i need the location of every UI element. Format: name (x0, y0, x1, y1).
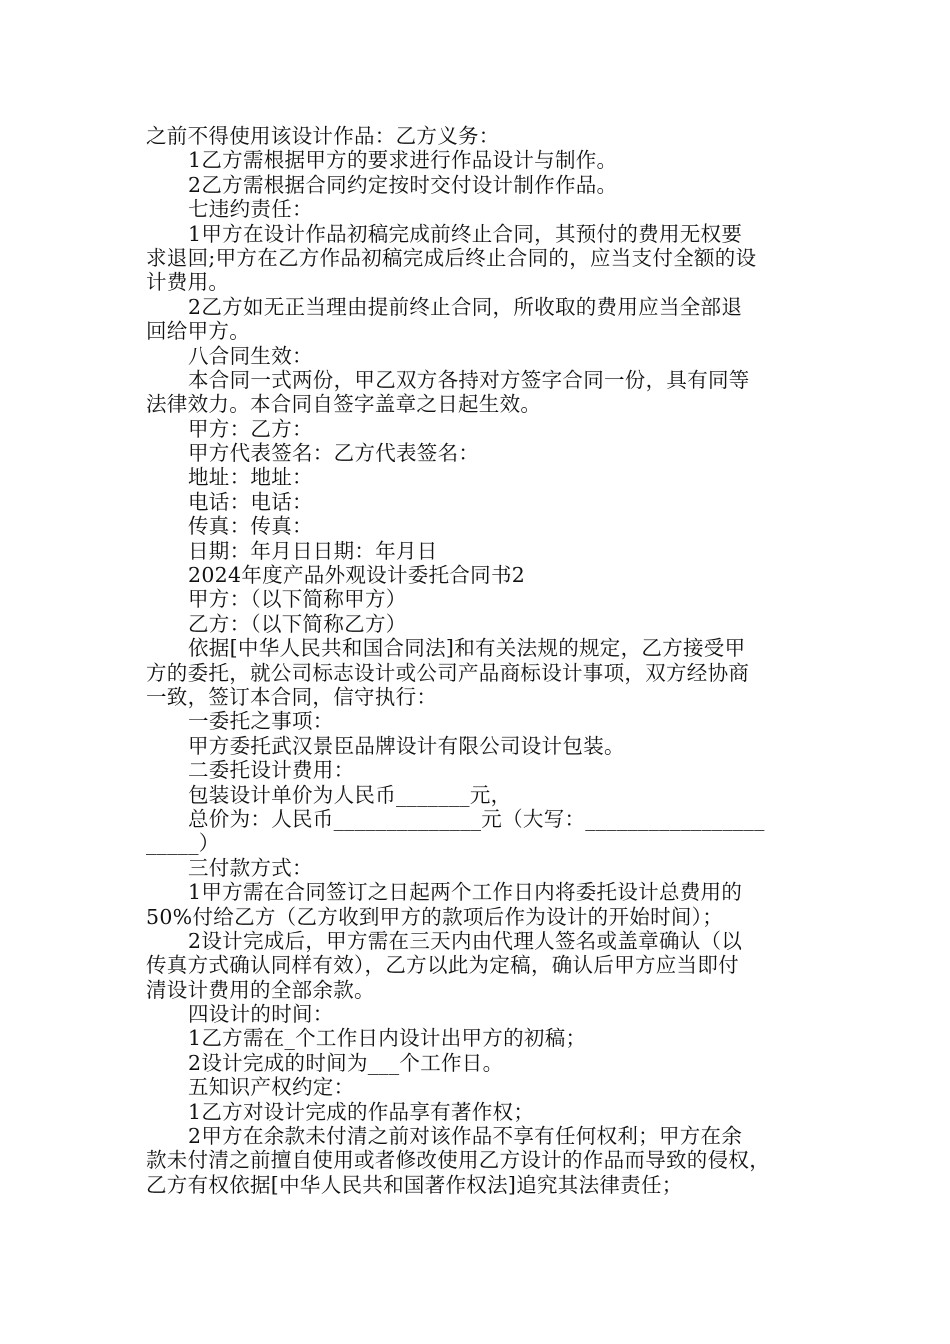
text-line: 甲方：乙方： (188, 416, 313, 441)
text-line: 乙方有权依据[中华人民共和国著作权法]追究其法律责任； (146, 1172, 683, 1197)
text-line: 清设计费用的全部余款。 (146, 977, 375, 1002)
text-line: 1甲方需在合同签订之日起两个工作日内将委托设计总费用的 (188, 880, 743, 905)
text-line: 1乙方需在_个工作日内设计出甲方的初稿； (188, 1026, 587, 1051)
text-line: 依据[中华人民共和国合同法]和有关法规的规定，乙方接受甲 (188, 636, 746, 661)
text-line: 2乙方如无正当理由提前终止合同，所收取的费用应当全部退 (188, 294, 743, 319)
text-line: 回给甲方。 (146, 319, 250, 344)
text-line: 1甲方在设计作品初稿完成前终止合同，其预付的费用无权要 (188, 221, 743, 246)
text-line: 日期：年月日日期：年月日 (188, 538, 438, 563)
text-line: 之前不得使用该设计作品：乙方义务： (146, 124, 500, 148)
text-line: 七违约责任： (188, 197, 313, 222)
text-line: 三付款方式： (188, 855, 313, 880)
text-line: 五知识产权约定： (188, 1075, 355, 1100)
text-line: 二委托设计费用： (188, 758, 355, 783)
text-line: 地址：地址： (188, 465, 313, 490)
text-line: 50%付给乙方（乙方收到甲方的款项后作为设计的开始时间）； (146, 904, 724, 929)
text-line: _____） (146, 831, 220, 856)
text-line: 一委托之事项： (188, 709, 334, 734)
text-line: 计费用。 (146, 270, 230, 295)
text-line: 法律效力。本合同自签字盖章之日起生效。 (146, 392, 542, 417)
text-line: 2设计完成后，甲方需在三天内由代理人签名或盖章确认（以 (188, 928, 743, 953)
text-line: 传真方式确认同样有效），乙方以此为定稿，确认后甲方应当即付 (146, 953, 739, 978)
text-line: 甲方：（以下简称甲方） (188, 587, 407, 612)
text-line: 总价为：人民币______________元（大写：_________________ (188, 806, 765, 831)
text-line: 八合同生效： (188, 343, 313, 368)
text-line: 2乙方需根据合同约定按时交付设计制作作品。 (188, 172, 618, 197)
text-line: 甲方委托武汉景臣品牌设计有限公司设计包装。 (188, 733, 625, 758)
text-line: 1乙方对设计完成的作品享有著作权； (188, 1099, 535, 1124)
text-line: 乙方：（以下简称乙方） (188, 611, 407, 636)
text-line: 传真：传真： (188, 514, 313, 539)
text-line: 2设计完成的时间为___个工作日。 (188, 1050, 504, 1075)
document-body (146, 124, 810, 1197)
text-line: 方的委托，就公司标志设计或公司产品商标设计事项，双方经协商 (146, 660, 750, 685)
text-line: 1乙方需根据甲方的要求进行作品设计与制作。 (188, 148, 618, 173)
text-line: 2甲方在余款未付清之前对该作品不享有任何权利；甲方在余 (188, 1124, 743, 1149)
text-line: 本合同一式两份，甲乙双方各持对方签字合同一份，具有同等 (188, 367, 750, 392)
text-line: 电话：电话： (188, 489, 313, 514)
text-line: 包装设计单价为人民币_______元， (188, 782, 512, 807)
text-line: 一致，签订本合同，信守执行： (146, 684, 438, 709)
text-line: 四设计的时间： (188, 1002, 334, 1027)
text-line: 款未付清之前擅自使用或者修改使用乙方设计的作品而导致的侵权， (146, 1148, 770, 1173)
text-line: 2024年度产品外观设计委托合同书2 (188, 563, 526, 588)
text-line: 甲方代表签名：乙方代表签名： (188, 441, 480, 466)
text-line: 求退回;甲方在乙方作品初稿完成后终止合同的，应当支付全额的设 (146, 245, 757, 270)
